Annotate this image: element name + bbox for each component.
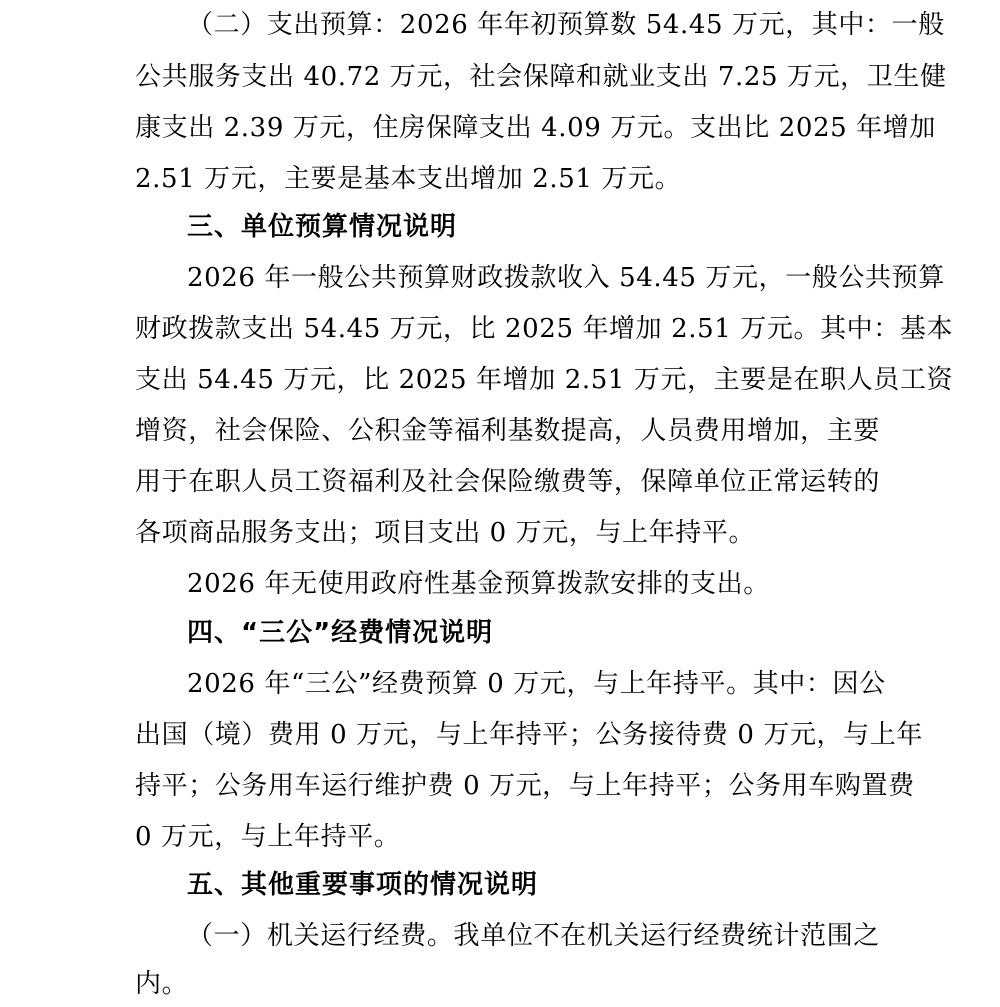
paragraph-1-line-4: 2.51 万元，主要是基本支出增加 2.51 万元。 [135,164,682,194]
paragraph-4-line-3: 持平；公务用车运行维护费 0 万元，与上年持平；公务用车购置费 [135,771,915,801]
paragraph-1-line-1: （二）支出预算：2026 年年初预算数 54.45 万元，其中：一般 [187,10,945,40]
paragraph-4-line-2: 出国（境）费用 0 万元，与上年持平；公务接待费 0 万元，与上年 [135,720,923,750]
paragraph-1-line-3: 康支出 2.39 万元，住房保障支出 4.09 万元。支出比 2025 年增加 [135,113,936,143]
section-heading-4: 四、“三公”经费情况说明 [187,618,494,648]
paragraph-3-line-1: 2026 年无使用政府性基金预算拨款安排的支出。 [187,569,770,599]
paragraph-5-line-2: 内。 [135,969,189,999]
paragraph-4-line-4: 0 万元，与上年持平。 [135,822,401,852]
paragraph-5-line-1: （一）机关运行经费。我单位不在机关运行经费统计范围之 [187,921,880,951]
paragraph-2-line-5: 用于在职人员工资福利及社会保险缴费等，保障单位正常运转的 [135,467,880,497]
section-heading-5: 五、其他重要事项的情况说明 [187,870,539,900]
paragraph-2-line-6: 各项商品服务支出；项目支出 0 万元，与上年持平。 [135,518,756,548]
paragraph-2-line-1: 2026 年一般公共预算财政拨款收入 54.45 万元，一般公共预算 [187,263,945,293]
paragraph-2-line-3: 支出 54.45 万元，比 2025 年增加 2.51 万元，主要是在职人员工资 [135,365,954,395]
section-heading-3: 三、单位预算情况说明 [187,212,458,242]
paragraph-2-line-4: 增资，社会保险、公积金等福利基数提高，人员费用增加，主要 [135,416,880,446]
paragraph-4-line-1: 2026 年“三公”经费预算 0 万元，与上年持平。其中：因公 [187,669,886,699]
paragraph-2-line-2: 财政拨款支出 54.45 万元，比 2025 年增加 2.51 万元。其中：基本 [135,314,954,344]
paragraph-1-line-2: 公共服务支出 40.72 万元，社会保障和就业支出 7.25 万元，卫生健 [135,62,947,92]
